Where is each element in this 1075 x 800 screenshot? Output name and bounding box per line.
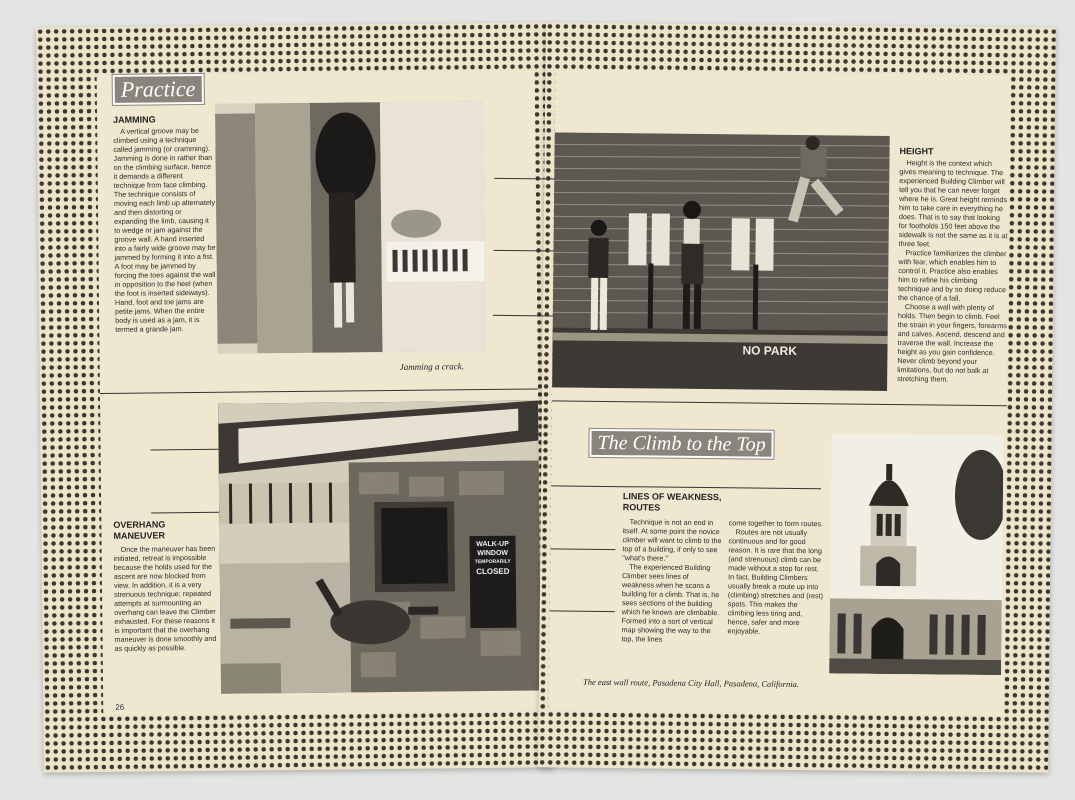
height-body bbox=[897, 158, 1009, 384]
pointer-line bbox=[551, 485, 821, 489]
lines-paragraph: Technique is not an end in itself. At some point the novice climber will want to climb to the top of a building, if only to see "what's there." bbox=[622, 517, 722, 563]
lines-of-weakness-heading bbox=[623, 491, 722, 514]
jamming-caption: Jamming a crack. bbox=[399, 361, 464, 372]
sign-line: CLOSED bbox=[476, 566, 510, 577]
divider-rule bbox=[552, 400, 1007, 406]
overhang-body bbox=[114, 544, 219, 653]
pointer-line bbox=[151, 512, 219, 514]
pointer-line bbox=[151, 449, 219, 451]
city-hall-caption: The east wall route, Pasadena City Hall, Pasadena, California. bbox=[582, 676, 800, 690]
page-number: 26 bbox=[115, 702, 125, 712]
sign-line: TEMPORARILY bbox=[474, 558, 511, 566]
jamming-body bbox=[113, 126, 217, 334]
city-hall-photo-image bbox=[829, 433, 1004, 675]
sign-line: WINDOW bbox=[477, 549, 509, 558]
lines-paragraph: The experienced Building Climber sees lines of weakness when he scans a building for a climb. That is, he sees sections of the building which he knows are climbable. Formed into a sort of vertical map showing the way to the top, the lines bbox=[621, 562, 720, 644]
pavement-text: NO PARK bbox=[742, 343, 798, 358]
divider-rule bbox=[100, 388, 538, 394]
jamming-photo bbox=[215, 101, 486, 354]
height-paragraph: Practice familiarizes the climber with fear, which enables him to control it. Practice also enables him to refine his climbing technique and by so doing reduce the chance of a fall. bbox=[898, 248, 1007, 303]
height-paragraph: Choose a wall with plenty of holds. Then begin to climb. Feel the strain in your fingers, forearms and calves. Ascend, descend and traverse the wall. Increase the height as you gain confidence. Never climb beyond your limitations, but do not balk at stretching them. bbox=[897, 302, 1007, 384]
left-page-content bbox=[97, 70, 542, 715]
height-heading: HEIGHT bbox=[899, 146, 934, 157]
height-photo-image bbox=[552, 132, 890, 390]
pointer-line bbox=[550, 548, 615, 550]
right-page bbox=[538, 22, 1056, 772]
lines-paragraph: come together to form routes. bbox=[728, 518, 824, 529]
height-photo bbox=[552, 132, 890, 390]
magazine-spread bbox=[12, 25, 1062, 785]
practice-banner: Practice bbox=[113, 74, 204, 105]
right-page-content bbox=[549, 70, 1011, 715]
left-page bbox=[36, 22, 554, 772]
sign-line: WALK-UP bbox=[476, 540, 509, 549]
overhang-heading bbox=[113, 519, 165, 542]
lines-of-weakness-col1 bbox=[621, 517, 722, 644]
jamming-heading: JAMMING bbox=[113, 114, 156, 125]
climb-to-top-banner: The Climb to the Top bbox=[589, 429, 773, 459]
lines-of-weakness-heading-line: ROUTES bbox=[622, 502, 661, 513]
overhang-photo bbox=[218, 400, 541, 693]
overhang-heading-line: MANEUVER bbox=[113, 530, 166, 541]
lines-of-weakness-col2 bbox=[728, 518, 825, 636]
city-hall-photo bbox=[829, 433, 1004, 675]
height-paragraph: Height is the context which gives meaning to technique. The experienced Building Climber will tell you that he can never forget where he is. Great height reminds him to take care in everything he does. That is to say that looking for footholds 150 feet above the sidewalk is not the same as it is at three feet. bbox=[898, 158, 1008, 249]
lines-of-weakness-heading-line: LINES OF WEAKNESS, bbox=[622, 491, 722, 503]
jamming-photo-image bbox=[215, 101, 486, 354]
overhang-heading-line: OVERHANG bbox=[113, 519, 166, 530]
jamming-paragraph: A vertical groove may be climbed using a technique called jamming (or cramming). Jamming is done in rather than on the climbing surface, hence it demands a different technique from face climbing. The technique consists of moving each limb up alternately and then distorting or expanding the limb, causing it to wedge or jam against the groove wall. A hand inserted into a fairly wide groove may be jammed by forming it into a fist. A foot may be jammed by forcing the toes against the wall in opposition to the heel (when the foot is inserted sideways). Hand, foot and toe jams are petite jams. When the entire body is used as a jam, it is termed a grande jam. bbox=[113, 125, 216, 334]
overhang-paragraph: Once the maneuver has been initiated, retreat is impossible because the holds used for the ascent are now blocked from view. In addition, it is a very strenuous technique; repeated attempts at surmounting an overhang can leave the Climber exhausted. For these reasons it is important that the overhang maneuver is done smoothly and as quickly as possible. bbox=[113, 543, 217, 653]
lines-paragraph: Routes are not usually continuous and for good reason. It is rare that the long (and strenuous) climb can be made without a stop for rest. In fact, Building Climbers usually break a route up into (climbing) stretches and (rest) spots. This makes the climbing less tiring and, hence, safer and more enjoyable. bbox=[727, 527, 824, 636]
pointer-line bbox=[550, 610, 615, 612]
walk-up-window-sign bbox=[469, 536, 516, 628]
